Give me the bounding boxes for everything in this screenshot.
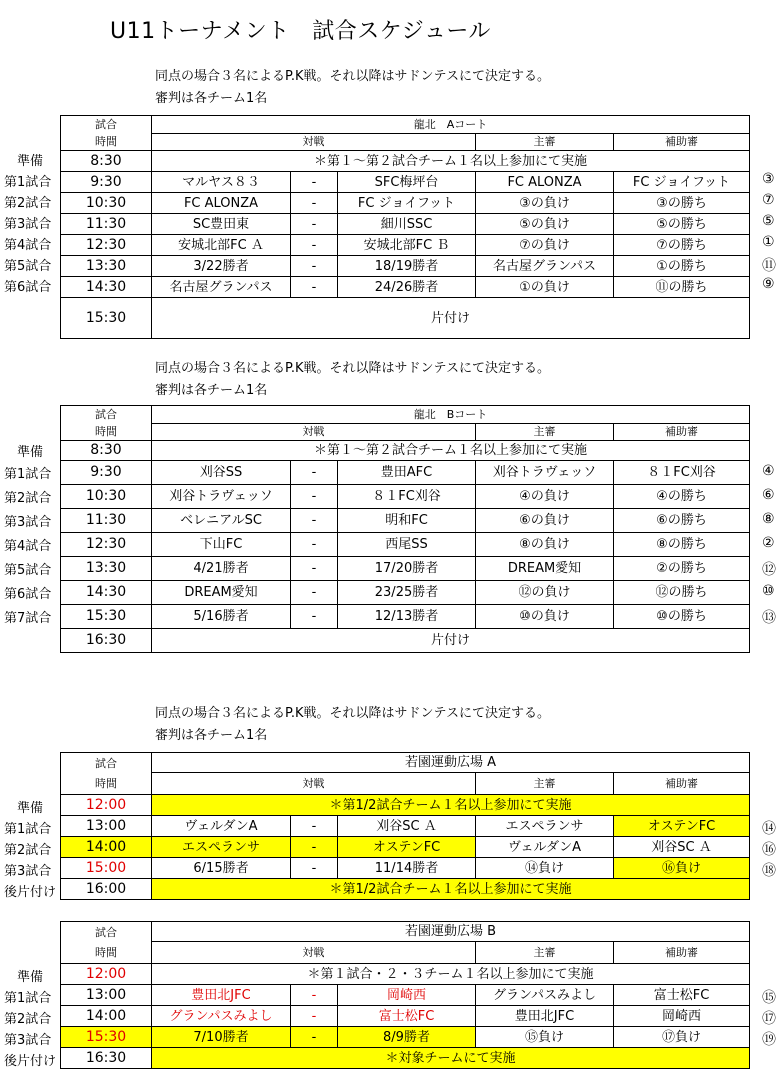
game-label: 第2試合: [4, 196, 52, 211]
table-row: [61, 441, 750, 461]
referee-note: 審判は各チーム1名: [155, 383, 268, 398]
versus-separator: -: [291, 485, 338, 509]
table-row: [61, 795, 750, 816]
main-referee: ③の負け: [476, 193, 614, 214]
table-row: [61, 509, 750, 533]
assistant-referee: ⑫の勝ち: [614, 581, 750, 605]
home-team: 刈谷SS: [152, 461, 291, 485]
col-header-assistant: 補助審: [614, 133, 750, 151]
referee-note: 審判は各チーム1名: [155, 728, 268, 743]
table-row: [61, 277, 750, 298]
game-number: ①: [762, 234, 775, 250]
away-team: 17/20勝者: [338, 557, 476, 581]
match-time-header: 試合 時間: [61, 922, 152, 964]
end-time: 16:30: [61, 629, 152, 653]
home-team: 6/15勝者: [152, 858, 291, 879]
game-time: 12:30: [61, 533, 152, 557]
away-team: 18/19勝者: [338, 256, 476, 277]
game-number: ⑬: [762, 610, 776, 626]
game-time: 13:00: [61, 816, 152, 837]
assistant-referee: FC ジョイフット: [614, 172, 750, 193]
versus-separator: -: [291, 557, 338, 581]
table-row: [61, 1048, 750, 1069]
game-time: 13:00: [61, 985, 152, 1006]
game-label: 第3試合: [4, 515, 52, 530]
table-row: [61, 1027, 750, 1048]
match-time-header: 試合 時間: [61, 406, 152, 441]
end-time: 16:00: [61, 879, 152, 900]
col-header-assistant: 補助審: [614, 423, 750, 441]
versus-separator: -: [291, 533, 338, 557]
main-referee: 刈谷トラヴェッソ: [476, 461, 614, 485]
away-team: 細川SSC: [338, 214, 476, 235]
table-row: [61, 605, 750, 629]
assistant-referee: ⑧の勝ち: [614, 533, 750, 557]
main-referee: ⑮負け: [476, 1027, 614, 1048]
assistant-referee: ８１FC刈谷: [614, 461, 750, 485]
game-number: ⑤: [762, 213, 775, 229]
assistant-referee: 富士松FC: [614, 985, 750, 1006]
versus-separator: -: [291, 605, 338, 629]
assistant-referee: ①の勝ち: [614, 256, 750, 277]
away-team: ８１FC刈谷: [338, 485, 476, 509]
away-team: オステンFC: [338, 837, 476, 858]
table-row: [61, 837, 750, 858]
game-time: 15:30: [61, 605, 152, 629]
home-team: 3/22勝者: [152, 256, 291, 277]
assistant-referee: ⑩の勝ち: [614, 605, 750, 629]
game-label: 第5試合: [4, 259, 52, 274]
col-header-assistant: 補助審: [614, 773, 750, 795]
table-row: [61, 1006, 750, 1027]
schedule-table-wakazono-b: [60, 921, 750, 1069]
away-team: 西尾SS: [338, 533, 476, 557]
assistant-referee: ④の勝ち: [614, 485, 750, 509]
game-number: ⑩: [762, 583, 775, 599]
game-number: ⑭: [762, 821, 776, 837]
home-team: 4/21勝者: [152, 557, 291, 581]
assistant-referee: ⑪の勝ち: [614, 277, 750, 298]
game-label: 第2試合: [4, 843, 52, 858]
game-number: ⑨: [762, 276, 775, 292]
game-time: 10:30: [61, 193, 152, 214]
game-number: ④: [762, 463, 775, 479]
end-note: 片付け: [152, 298, 750, 339]
table-row: [61, 193, 750, 214]
assistant-referee: 刈谷SC Ａ: [614, 837, 750, 858]
game-time: 10:30: [61, 485, 152, 509]
home-team: 安城北部FC Ａ: [152, 235, 291, 256]
game-number: ⑫: [762, 562, 776, 578]
versus-separator: -: [291, 858, 338, 879]
versus-separator: -: [291, 214, 338, 235]
away-team: SFC梅坪台: [338, 172, 476, 193]
cleanup-label: 後片付け: [4, 1054, 57, 1069]
main-referee: ⑥の負け: [476, 509, 614, 533]
home-team: 名古屋グランパス: [152, 277, 291, 298]
rule-note: 同点の場合３名によるP.K戦。それ以降はサドンテスにて決定する。: [155, 706, 550, 721]
main-referee: ④の負け: [476, 485, 614, 509]
game-label: 第3試合: [4, 864, 52, 879]
away-team: 富士松FC: [338, 1006, 476, 1027]
prep-note: ＊第１～第２試合チーム１名以上参加にて実施: [152, 151, 750, 172]
home-team: 豊田北JFC: [152, 985, 291, 1006]
col-header-match: 対戦: [152, 133, 476, 151]
prep-label: 準備: [16, 445, 43, 460]
game-time: 11:30: [61, 214, 152, 235]
schedule-table-a-court: [60, 115, 750, 339]
main-referee: ⑤の負け: [476, 214, 614, 235]
main-referee: グランパスみよし: [476, 985, 614, 1006]
versus-separator: -: [291, 256, 338, 277]
away-team: 明和FC: [338, 509, 476, 533]
page-title: U11トーナメント 試合スケジュール: [110, 19, 491, 44]
game-time: 14:00: [61, 837, 152, 858]
home-team: 刈谷トラヴェッソ: [152, 485, 291, 509]
game-label: 第6試合: [4, 587, 52, 602]
versus-separator: -: [291, 509, 338, 533]
rule-note: 同点の場合３名によるP.K戦。それ以降はサドンテスにて決定する。: [155, 361, 550, 376]
table-row: [61, 485, 750, 509]
prep-time: 8:30: [61, 441, 152, 461]
game-time: 14:30: [61, 277, 152, 298]
game-label: 第1試合: [4, 991, 52, 1006]
game-number: ⑥: [762, 487, 775, 503]
assistant-referee: ⑦の勝ち: [614, 235, 750, 256]
versus-separator: -: [291, 985, 338, 1006]
game-number: ⑱: [762, 863, 776, 879]
away-team: 24/26勝者: [338, 277, 476, 298]
game-label: 第3試合: [4, 217, 52, 232]
home-team: DREAM愛知: [152, 581, 291, 605]
end-time: 15:30: [61, 298, 152, 339]
game-label: 第5試合: [4, 563, 52, 578]
venue-name: 若園運動広場 A: [152, 753, 750, 773]
main-referee: FC ALONZA: [476, 172, 614, 193]
away-team: 岡崎西: [338, 985, 476, 1006]
home-team: 7/10勝者: [152, 1027, 291, 1048]
game-number: ③: [762, 171, 775, 187]
col-header-referee: 主審: [476, 773, 614, 795]
game-label: 第1試合: [4, 175, 52, 190]
table-row: [61, 629, 750, 653]
away-team: FC ジョイフット: [338, 193, 476, 214]
prep-note: ＊第１～第２試合チーム１名以上参加にて実施: [152, 441, 750, 461]
game-number: ⑲: [762, 1032, 776, 1048]
table-row: [61, 298, 750, 339]
assistant-referee: ③の勝ち: [614, 193, 750, 214]
game-label: 第3試合: [4, 1033, 52, 1048]
prep-time: 12:00: [61, 795, 152, 816]
end-note: ＊対象チームにて実施: [152, 1048, 750, 1069]
game-time: 14:30: [61, 581, 152, 605]
home-team: SC豊田東: [152, 214, 291, 235]
away-team: 23/25勝者: [338, 581, 476, 605]
game-time: 12:30: [61, 235, 152, 256]
col-header-referee: 主審: [476, 133, 614, 151]
game-label: 第4試合: [4, 238, 52, 253]
cleanup-label: 後片付け: [4, 885, 57, 900]
game-number: ⑦: [762, 192, 775, 208]
match-time-header: 試合 時間: [61, 116, 152, 151]
col-header-referee: 主審: [476, 423, 614, 441]
prep-note: ＊第１試合・２・３チーム１名以上参加にて実施: [152, 964, 750, 985]
end-note: ＊第1/2試合チーム１名以上参加にて実施: [152, 879, 750, 900]
away-team: 12/13勝者: [338, 605, 476, 629]
game-number: ②: [762, 535, 775, 551]
versus-separator: -: [291, 235, 338, 256]
home-team: 5/16勝者: [152, 605, 291, 629]
main-referee: ⑭負け: [476, 858, 614, 879]
home-team: エスペランサ: [152, 837, 291, 858]
away-team: 8/9勝者: [338, 1027, 476, 1048]
versus-separator: -: [291, 837, 338, 858]
main-referee: ①の負け: [476, 277, 614, 298]
game-time: 9:30: [61, 461, 152, 485]
home-team: ヴェルダンA: [152, 816, 291, 837]
prep-time: 8:30: [61, 151, 152, 172]
referee-note: 審判は各チーム1名: [155, 91, 268, 106]
assistant-referee: ⑯負け: [614, 858, 750, 879]
game-label: 第2試合: [4, 1012, 52, 1027]
game-label: 第1試合: [4, 467, 52, 482]
assistant-referee: ⑥の勝ち: [614, 509, 750, 533]
table-row: [61, 816, 750, 837]
main-referee: エスペランサ: [476, 816, 614, 837]
assistant-referee: オステンFC: [614, 816, 750, 837]
game-number: ⑰: [762, 1011, 776, 1027]
home-team: ベレニアルSC: [152, 509, 291, 533]
versus-separator: -: [291, 461, 338, 485]
game-time: 14:00: [61, 1006, 152, 1027]
prep-time: 12:00: [61, 964, 152, 985]
home-team: FC ALONZA: [152, 193, 291, 214]
main-referee: ⑧の負け: [476, 533, 614, 557]
table-row: [61, 985, 750, 1006]
col-header-referee: 主審: [476, 942, 614, 964]
game-label: 第6試合: [4, 280, 52, 295]
table-row: [61, 461, 750, 485]
assistant-referee: 岡崎西: [614, 1006, 750, 1027]
game-number: ⑯: [762, 842, 776, 858]
col-header-match: 対戦: [152, 423, 476, 441]
away-team: 安城北部FC Ｂ: [338, 235, 476, 256]
prep-label: 準備: [16, 801, 43, 816]
table-row: [61, 879, 750, 900]
away-team: 豊田AFC: [338, 461, 476, 485]
home-team: マルヤス８３: [152, 172, 291, 193]
versus-separator: -: [291, 581, 338, 605]
away-team: 刈谷SC Ａ: [338, 816, 476, 837]
game-time: 13:30: [61, 557, 152, 581]
table-row: [61, 172, 750, 193]
prep-note: ＊第1/2試合チーム１名以上参加にて実施: [152, 795, 750, 816]
table-row: [61, 533, 750, 557]
end-time: 16:30: [61, 1048, 152, 1069]
main-referee: 豊田北JFC: [476, 1006, 614, 1027]
game-number: ⑪: [762, 258, 776, 274]
versus-separator: -: [291, 172, 338, 193]
game-label: 第7試合: [4, 611, 52, 626]
main-referee: 名古屋グランパス: [476, 256, 614, 277]
table-row: [61, 151, 750, 172]
game-time: 15:30: [61, 1027, 152, 1048]
assistant-referee: ⑰負け: [614, 1027, 750, 1048]
away-team: 11/14勝者: [338, 858, 476, 879]
venue-name: 若園運動広場 B: [152, 922, 750, 942]
table-row: [61, 581, 750, 605]
game-time: 9:30: [61, 172, 152, 193]
game-number: ⑧: [762, 511, 775, 527]
assistant-referee: ②の勝ち: [614, 557, 750, 581]
main-referee: ⑦の負け: [476, 235, 614, 256]
versus-separator: -: [291, 277, 338, 298]
match-time-header: 試合 時間: [61, 753, 152, 795]
table-row: [61, 256, 750, 277]
versus-separator: -: [291, 816, 338, 837]
col-header-match: 対戦: [152, 773, 476, 795]
venue-name: 龍北 Bコート: [152, 406, 750, 424]
schedule-table-b-court: [60, 405, 750, 653]
game-time: 11:30: [61, 509, 152, 533]
game-label: 第4試合: [4, 539, 52, 554]
rule-note: 同点の場合３名によるP.K戦。それ以降はサドンテスにて決定する。: [155, 69, 550, 84]
game-label: 第2試合: [4, 491, 52, 506]
main-referee: ⑩の負け: [476, 605, 614, 629]
versus-separator: -: [291, 193, 338, 214]
versus-separator: -: [291, 1006, 338, 1027]
prep-label: 準備: [16, 970, 43, 985]
end-note: 片付け: [152, 629, 750, 653]
schedule-table-wakazono-a: [60, 752, 750, 900]
main-referee: ⑫の負け: [476, 581, 614, 605]
home-team: 下山FC: [152, 533, 291, 557]
table-row: [61, 214, 750, 235]
main-referee: ヴェルダンA: [476, 837, 614, 858]
main-referee: DREAM愛知: [476, 557, 614, 581]
col-header-assistant: 補助審: [614, 942, 750, 964]
assistant-referee: ⑤の勝ち: [614, 214, 750, 235]
versus-separator: -: [291, 1027, 338, 1048]
game-time: 15:00: [61, 858, 152, 879]
game-label: 第1試合: [4, 822, 52, 837]
venue-name: 龍北 Aコート: [152, 116, 750, 134]
table-row: [61, 557, 750, 581]
table-row: [61, 964, 750, 985]
game-time: 13:30: [61, 256, 152, 277]
home-team: グランパスみよし: [152, 1006, 291, 1027]
col-header-match: 対戦: [152, 942, 476, 964]
table-row: [61, 858, 750, 879]
prep-label: 準備: [16, 154, 43, 169]
game-number: ⑮: [762, 990, 776, 1006]
table-row: [61, 235, 750, 256]
